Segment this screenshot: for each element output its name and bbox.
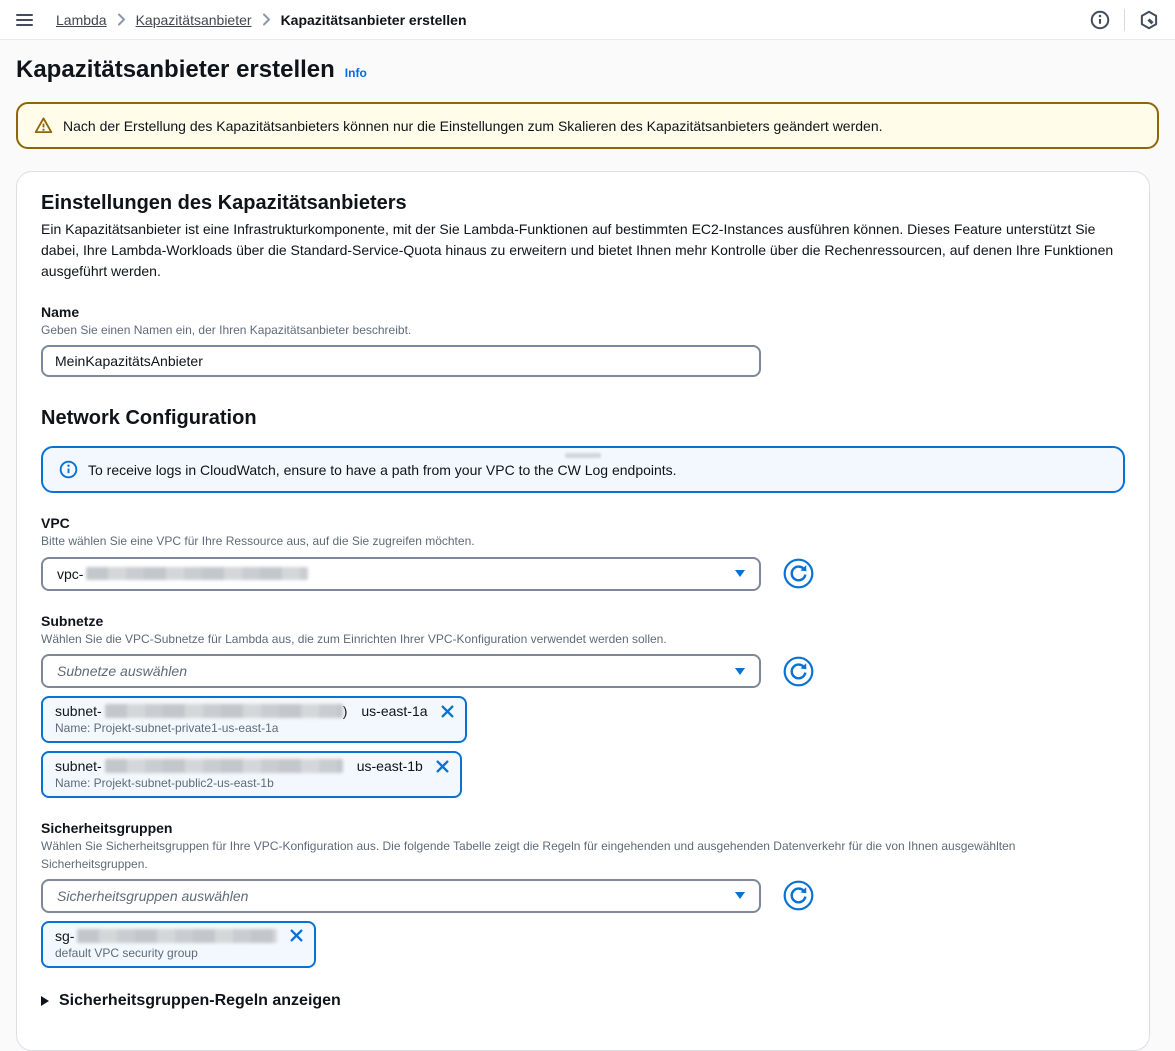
security-group-token: [41, 921, 316, 968]
breadcrumb-chevron-icon: [117, 13, 126, 26]
refresh-icon: [783, 880, 814, 911]
warning-icon: [34, 116, 53, 135]
name-label: Name: [41, 304, 80, 320]
caret-down-icon: [735, 668, 745, 675]
name-description: Geben Sie einen Namen ein, der Ihren Kapazitätsanbieter beschreibt.: [41, 323, 412, 337]
subnets-field-group: [41, 613, 1125, 798]
info-banner-text: To receive logs in CloudWatch, ensure to have a path from your VPC to the CW Log endpoints.: [88, 461, 677, 478]
breadcrumb-bar: [0, 0, 1175, 40]
remove-token-icon[interactable]: [435, 759, 450, 774]
breadcrumb-kapazitaetsanbieter[interactable]: Kapazitätsanbieter: [135, 11, 252, 28]
expander-triangle-icon: [41, 996, 49, 1006]
cloudwatch-info-banner: [41, 446, 1125, 493]
vpc-select[interactable]: [41, 557, 761, 591]
remove-token-icon[interactable]: [289, 928, 304, 943]
security-group-token-prefix: sg-: [55, 927, 75, 944]
security-groups-label: Sicherheitsgruppen: [41, 820, 173, 837]
vpc-refresh-button[interactable]: [783, 558, 814, 589]
security-groups-description: Wählen Sie Sicherheitsgruppen für Ihre VPC-Konfiguration aus. Die folgende Tabelle zeigt die Regeln für eingehenden und ausgehenden Datenverkehr für die von Ihnen ausgewählten Sicherheitsgruppen.: [41, 839, 1016, 871]
subnets-label: Subnetze: [41, 612, 104, 629]
subnets-description: Wählen Sie die VPC-Subnetze für Lambda aus, die zum Einrichten Ihrer VPC-Konfiguration verwendet werden sollen.: [41, 631, 667, 646]
breadcrumb-chevron-icon: [262, 13, 271, 26]
warning-text: Nach der Erstellung des Kapazitätsanbieters können nur die Einstellungen zum Skalieren des Kapazitätsanbieters geändert werden.: [63, 117, 883, 134]
refresh-icon: [783, 558, 814, 589]
redacted-subnet-id: [105, 704, 343, 718]
info-link[interactable]: Info: [344, 66, 367, 80]
refresh-icon: [783, 656, 814, 687]
subnet-token-prefix: subnet-: [55, 758, 102, 775]
name-input[interactable]: [41, 345, 761, 377]
redacted-smudge: [565, 453, 601, 458]
subnet-token-suffix: ): [342, 703, 348, 720]
subnets-refresh-button[interactable]: [783, 656, 814, 687]
vpc-description: Bitte wählen Sie eine VPC für Ihre Ressource aus, auf die Sie zugreifen möchten.: [41, 534, 475, 549]
info-icon: [59, 460, 78, 479]
redacted-subnet-id: [105, 759, 343, 773]
subnet-token-prefix: subnet-: [55, 703, 102, 720]
info-circle-icon[interactable]: [1090, 10, 1110, 30]
warning-banner: [16, 102, 1159, 149]
caret-down-icon: [735, 892, 745, 899]
subnet-token: [41, 751, 462, 798]
security-group-token-name: default VPC security group: [55, 945, 198, 960]
subnet-token-name: Name: Projekt-subnet-public2-us-east-1b: [55, 776, 274, 791]
card-description: Ein Kapazitätsanbieter ist eine Infrastrukturkomponente, mit der Sie Lambda-Funktionen auf bestimmten EC2-Instances ausführen können. Dieses Feature unterstützt Sie dabei, Ihre Lambda-Workloads über die Standard-Service-Quota hinaus zu erweitern und bietet Ihnen mehr Kontrolle über die Rechenressourcen, auf denen Ihre Funktionen ausgeführt werden.: [41, 221, 1114, 279]
subnet-token-name: Name: Projekt-subnet-private1-us-east-1a: [55, 721, 279, 736]
subnet-token-zone: us-east-1a: [361, 703, 428, 720]
vpc-label: VPC: [41, 515, 70, 532]
security-groups-field-group: [41, 820, 1125, 968]
name-field-group: [41, 304, 1125, 377]
security-groups-select[interactable]: [41, 879, 761, 913]
subnet-token: [41, 696, 467, 743]
vpc-field-group: [41, 515, 1125, 590]
security-groups-refresh-button[interactable]: [783, 880, 814, 911]
topbar-divider: [1124, 9, 1125, 31]
redacted-sg-id: [77, 929, 277, 943]
subnets-placeholder: Subnetze auswählen: [57, 663, 187, 680]
breadcrumb-current: Kapazitätsanbieter erstellen: [280, 11, 467, 28]
settings-card: [16, 171, 1150, 1051]
card-title: Einstellungen des Kapazitätsanbieters: [41, 192, 407, 214]
subnets-select[interactable]: [41, 654, 761, 688]
menu-icon[interactable]: [16, 9, 38, 31]
subnet-token-zone: us-east-1b: [356, 758, 423, 775]
caret-down-icon: [735, 570, 745, 577]
page-title: Kapazitätsanbieter erstellen: [16, 56, 335, 83]
breadcrumb: [56, 12, 467, 28]
expander-label: Sicherheitsgruppen-Regeln anzeigen: [59, 991, 341, 1009]
security-groups-placeholder: Sicherheitsgruppen auswählen: [57, 887, 249, 904]
redacted-vpc-id: [86, 567, 308, 580]
security-group-rules-expander[interactable]: [41, 992, 1125, 1010]
remove-token-icon[interactable]: [440, 704, 455, 719]
amazon-q-icon[interactable]: [1139, 10, 1159, 30]
network-configuration-title: Network Configuration: [41, 407, 257, 430]
vpc-value-prefix: vpc-: [57, 565, 84, 582]
breadcrumb-lambda[interactable]: Lambda: [56, 11, 107, 28]
